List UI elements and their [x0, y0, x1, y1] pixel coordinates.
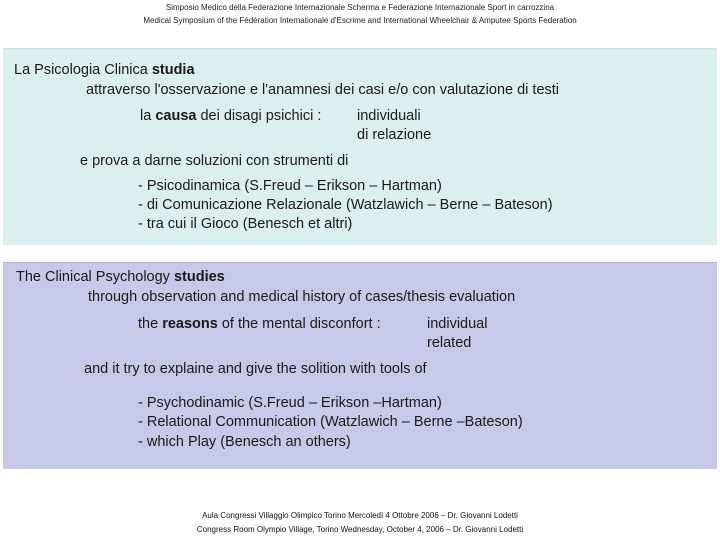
- english-title: [16, 268, 225, 286]
- english-tool-1: - Psychodinamic (S.Freud – Erikson –Hartman): [138, 395, 442, 411]
- italian-tool-1: - Psicodinamica (S.Freud – Erikson – Hartman): [138, 178, 442, 194]
- english-reason-bold: reasons: [162, 316, 218, 332]
- italian-cause-bold: causa: [155, 108, 197, 124]
- footer-line-1: Aula Congressi Villaggio Olimpico Torino Mercoledì 4 Ottobre 2006 – Dr. Giovanni Lodetti: [202, 511, 518, 520]
- italian-method: attraverso l'osservazione e l'anamnesi dei casi e/o con valutazione di testi: [86, 82, 560, 98]
- english-reason-pre: the: [138, 316, 163, 332]
- italian-cause-post: dei disagi psichici :: [196, 108, 322, 124]
- english-reason-post: of the mental disconfort :: [217, 316, 381, 332]
- italian-title-verb: studia: [151, 62, 195, 78]
- italian-tool-3: - tra cui il Gioco (Benesch et altri): [138, 216, 353, 232]
- italian-cause-pre: la: [140, 108, 156, 124]
- italian-option-1: individuali: [357, 108, 421, 124]
- italian-solution: e prova a darne soluzioni con strumenti di: [80, 153, 349, 169]
- english-reason: [138, 315, 381, 333]
- italian-cause: [140, 107, 321, 125]
- english-tool-2: - Relational Communication (Watzlawich – Berne –Bateson): [138, 414, 523, 430]
- english-solution: and it try to explaine and give the solition with tools of: [84, 361, 427, 377]
- italian-title: [14, 61, 195, 79]
- header-line-1: Simposio Medico della Federazione Internazionale Scherma e Federazione Internazionale Sport in carrozzina: [165, 3, 555, 12]
- italian-title-text: La Psicologia Clinica: [14, 62, 152, 78]
- footer-line-2: Congress Room Olympio Village, Torino Wednesday, October 4, 2006 – Dr. Giovanni Lodetti: [196, 525, 524, 534]
- english-option-2: related: [427, 335, 472, 351]
- english-title-text: The Clinical Psychology: [16, 269, 174, 285]
- english-title-verb: studies: [173, 269, 225, 285]
- italian-option-2: di relazione: [357, 127, 432, 143]
- italian-tool-2: - di Comunicazione Relazionale (Watzlawich – Berne – Bateson): [138, 197, 553, 213]
- header-line-2: Medical Symposium of the Fédération Internationale d'Escrime and International Wheelchair & Amputee Sports Federation: [143, 16, 577, 25]
- english-method: through observation and medical history of cases/thesis evaluation: [88, 289, 516, 305]
- english-option-1: individual: [427, 316, 488, 332]
- english-tool-3: - which Play (Benesch an others): [138, 434, 351, 450]
